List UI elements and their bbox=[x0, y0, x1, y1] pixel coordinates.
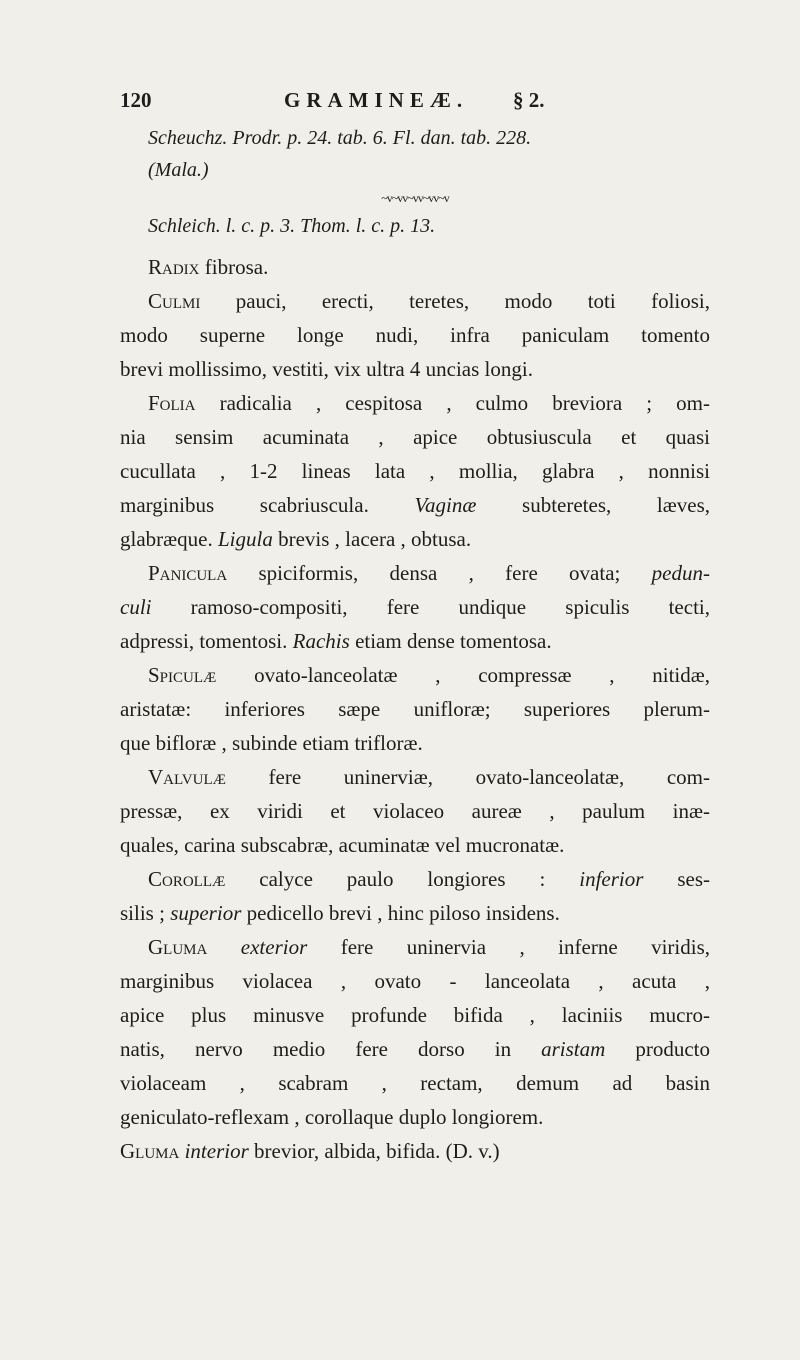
running-header bbox=[120, 88, 710, 122]
culmi-line-2: modo superne longe nudi, infra paniculam tomento bbox=[120, 323, 710, 347]
folia-line-3: cucullata , 1-2 lineas lata , mollia, glabra , nonnisi bbox=[120, 459, 710, 483]
corollae-heading: Corollæ bbox=[148, 867, 226, 891]
running-title: GRAMINEÆ. bbox=[284, 88, 469, 112]
gluma-exterior-line-2: marginibus violacea , ovato - lanceolata , acuta , bbox=[120, 969, 710, 993]
radix-paragraph: Radix fibrosa. bbox=[148, 255, 269, 279]
valvulae-line-3: quales, carina subscabræ, acuminatæ vel mucronatæ. bbox=[120, 833, 565, 857]
folia-heading: Folia bbox=[148, 391, 196, 415]
culmi-line-1: Culmi pauci, erecti, teretes, modo toti foliosi, bbox=[148, 289, 710, 313]
folia-line-4: marginibus scabriuscula. Vaginæ subteretes, læves, bbox=[120, 493, 710, 517]
panicula-line-1: Panicula spiciformis, densa , fere ovata; pedun- bbox=[148, 561, 710, 585]
spiculae-heading: Spiculæ bbox=[148, 663, 217, 687]
ornament-divider: ~v~vv~vv~vv~v bbox=[381, 191, 449, 205]
gluma-exterior-line-4: natis, nervo medio fere dorso in aristam producto bbox=[120, 1037, 711, 1061]
folia-line-2: nia sensim acuminata , apice obtusiuscula et quasi bbox=[120, 425, 710, 449]
gluma-exterior-heading: Gluma bbox=[148, 935, 208, 959]
gluma-exterior-line-6: geniculato-reflexam , corollaque duplo longiorem. bbox=[120, 1105, 544, 1129]
gluma-interior-heading: Gluma bbox=[120, 1139, 180, 1163]
corollae-line-2: silis ; superior pedicello brevi , hinc piloso insidens. bbox=[120, 901, 560, 925]
reference-line-2: (Mala.) bbox=[148, 159, 209, 181]
gluma-exterior-line-1: Gluma exterior fere uninervia , inferne viridis, bbox=[148, 935, 710, 959]
gluma-exterior-line-3: apice plus minusve profunde bifida , laciniis mucro- bbox=[120, 1003, 710, 1027]
corollae-line-1: Corollæ calyce paulo longiores : inferior ses- bbox=[148, 867, 710, 891]
folia-line-1: Folia radicalia , cespitosa , culmo breviora ; om- bbox=[148, 391, 710, 415]
page-number: 120 bbox=[120, 88, 152, 112]
panicula-line-3: adpressi, tomentosi. Rachis etiam dense tomentosa. bbox=[120, 629, 552, 653]
valvulae-heading: Valvulæ bbox=[148, 765, 226, 789]
valvulae-line-2: pressæ, ex viridi et violaceo aureæ , paulum inæ- bbox=[120, 799, 710, 823]
culmi-line-3: brevi mollissimo, vestiti, vix ultra 4 uncias longi. bbox=[120, 357, 533, 381]
book-page bbox=[120, 88, 710, 1168]
gluma-interior-line-1: Gluma interior brevior, albida, bifida. (D. v.) bbox=[120, 1139, 500, 1163]
spiculae-line-2: aristatæ: inferiores sæpe unifloræ; superiores plerum- bbox=[120, 697, 710, 721]
section-mark: § 2. bbox=[513, 88, 545, 112]
reference-line-1: Scheuchz. Prodr. p. 24. tab. 6. Fl. dan. tab. 228. bbox=[148, 127, 532, 149]
panicula-heading: Panicula bbox=[148, 561, 228, 585]
valvulae-line-1: Valvulæ fere uninerviæ, ovato-lanceolatæ, com- bbox=[148, 765, 710, 789]
culmi-heading: Culmi bbox=[148, 289, 201, 313]
spiculae-line-3: que bifloræ , subinde etiam trifloræ. bbox=[120, 731, 423, 755]
spiculae-line-1: Spiculæ ovato-lanceolatæ , compressæ , nitidæ, bbox=[148, 663, 710, 687]
panicula-line-2: culi ramoso-compositi, fere undique spiculis tecti, bbox=[120, 595, 710, 619]
reference-line-3: Schleich. l. c. p. 3. Thom. l. c. p. 13. bbox=[148, 215, 436, 237]
folia-line-5: glabræque. Ligula brevis , lacera , obtusa. bbox=[120, 527, 472, 551]
radix-heading: Radix bbox=[148, 255, 200, 279]
gluma-exterior-line-5: violaceam , scabram , rectam, demum ad basin bbox=[120, 1071, 710, 1095]
